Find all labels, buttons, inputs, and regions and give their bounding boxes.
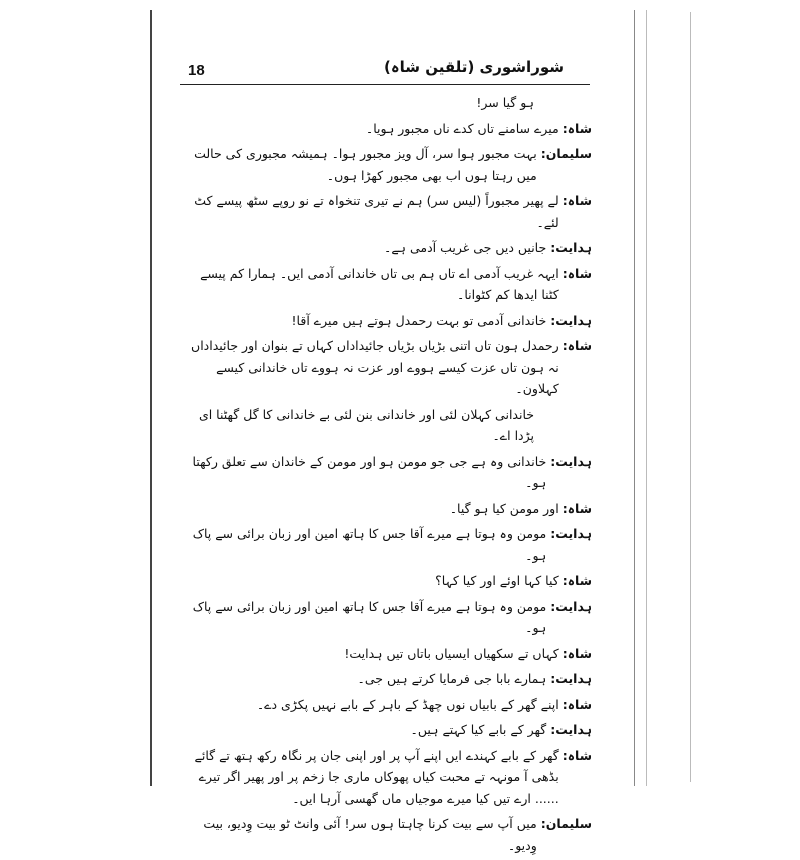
speech-text: خاندانی وہ ہے جی جو مومن ہو اور مومن کے خاندان سے تعلق رکھتا ہو۔ <box>192 453 547 490</box>
speaker-name: شاہ : <box>563 190 592 212</box>
speaker-name: شاہ : <box>563 335 592 357</box>
dialogue-entry <box>184 596 592 639</box>
speaker-name: ہدایت : <box>550 237 592 259</box>
speech-text: مومن وہ ہوتا ہے میرے آقا جس کا ہاتھ امین اور زبان برائی سے پاک ہو۔ <box>192 598 547 635</box>
speech-text: گھر کے بابے کیا کہتے ہیں۔ <box>410 722 547 737</box>
speaker-name: شاہ : <box>563 745 592 767</box>
dialogue-entry <box>184 498 592 520</box>
speech-text: ہو گیا سر! <box>476 95 534 110</box>
dialogue-body <box>184 92 592 860</box>
speech-text: اور مومن کیا ہو گیا۔ <box>449 500 559 516</box>
speaker-name: ہدایت : <box>550 719 592 741</box>
dialogue-entry <box>184 668 592 690</box>
dialogue-entry <box>184 643 592 665</box>
dialogue-entry <box>184 719 592 741</box>
speech-text: لے پھیر مجبوراً (لیس سر) ہم نے تیری تنخواہ تے نو روپے سٹھ پیسے کٹ لئے۔ <box>194 193 559 230</box>
speaker-name: شاہ : <box>563 643 592 665</box>
header-rule <box>180 84 590 85</box>
running-header: شوراشوری (تلقین شاہ) <box>384 58 564 76</box>
speech-text: رحمدل ہون تاں اتنی بڑیاں بڑیاں جائیداداں کہاں تے بنوان اور جائیداداں نہ ہون تاں عزت کیسے ہووے اور عزت نہ ہووے تاں خاندانی کیسے کہلاون۔ <box>191 338 559 396</box>
speaker-name: شاہ : <box>563 118 592 140</box>
scan-edge-line <box>646 10 647 786</box>
dialogue-entry <box>184 335 592 400</box>
speech-text: مومن وہ ہوتا ہے میرے آقا جس کا ہاتھ امین اور زبان برائی سے پاک ہو۔ <box>192 526 547 563</box>
speech-text: بہت مجبور ہوا سر، آل ویز مجبور ہوا۔ ہمیشہ مجبوری کی حالت میں رہتا ہوں اب بھی مجبور کھڑا ہوں۔ <box>194 146 537 183</box>
speech-text: ہمارے بابا جی فرمایا کرتے ہیں جی۔ <box>357 671 547 686</box>
speech-text: میں آپ سے بیت کرنا چاہتا ہوں سر! آئی وانٹ ٹو بیت وِدیو، بیت وِدیو۔ <box>203 816 537 853</box>
dialogue-entry <box>184 310 592 332</box>
speaker-name: سلیمان : <box>541 143 592 165</box>
speaker-name: شاہ : <box>563 694 592 716</box>
dialogue-entry <box>184 745 592 810</box>
dialogue-entry <box>184 694 592 716</box>
dialogue-entry <box>184 404 592 447</box>
speech-text: جانیں دیں جی غریب آدمی ہے۔ <box>384 240 547 255</box>
dialogue-entry <box>184 143 592 186</box>
speech-text: کہاں تے سکھیاں ایسیاں باتاں تیں ہدایت! <box>344 645 559 661</box>
dialogue-entry <box>184 190 592 233</box>
dialogue-entry <box>184 570 592 592</box>
dialogue-entry <box>184 451 592 494</box>
page-number: 18 <box>188 62 205 79</box>
speaker-name: ہدایت : <box>550 310 592 332</box>
speaker-name: ہدایت : <box>550 596 592 618</box>
speaker-name: شاہ : <box>563 263 592 285</box>
dialogue-entry <box>184 118 592 140</box>
speaker-name: سلیمان : <box>541 813 592 835</box>
scan-edge-line <box>690 12 691 782</box>
speech-text: خاندانی کہلان لئی اور خاندانی بنن لئی بے خاندانی کا گل گھٹنا ای پڑدا اے۔ <box>198 406 534 443</box>
speech-text: گھر کے بابے کہندے ایں اپنے آپ پر اور اپنی جان پر نگاہ رکھ ہتھ تے گائے بڈھی آ مونہہ تے محبت کیاں پھوکاں ماری جا زخم پر اور پھیر اگر تیرے ...... ارے تیں کیا میرے موجیاں ماں گھسی آرہا ایں۔ <box>194 747 559 806</box>
speaker-name: ہدایت : <box>550 451 592 473</box>
speaker-name: ہدایت : <box>550 668 592 690</box>
speaker-name: شاہ : <box>563 498 592 520</box>
speaker-name: شاہ : <box>563 570 592 592</box>
dialogue-entry <box>184 92 592 114</box>
speaker-name: ہدایت : <box>550 523 592 545</box>
speech-text: خاندانی آدمی تو بہت رحمدل ہوتے ہیں میرے آقا! <box>291 312 547 328</box>
dialogue-entry <box>184 237 592 259</box>
dialogue-entry <box>184 263 592 306</box>
dialogue-entry <box>184 813 592 856</box>
speech-text: کیا کہا اوئے اور کیا کہا؟ <box>435 573 559 588</box>
speech-text: ایہہ غریب آدمی اے تاں ہم بی تاں خاندانی آدمی ایں۔ ہمارا کم پیسے کٹنا ایدھا کم کٹوانا۔ <box>200 265 559 302</box>
speech-text: اپنے گھر کے بابیاں نوں چھڈ کے باہر کے بابے نہیں پکڑی دے۔ <box>256 696 559 712</box>
dialogue-entry <box>184 523 592 566</box>
speech-text: میرے سامنے تاں کدے ناں مجبور ہویا۔ <box>365 120 559 136</box>
